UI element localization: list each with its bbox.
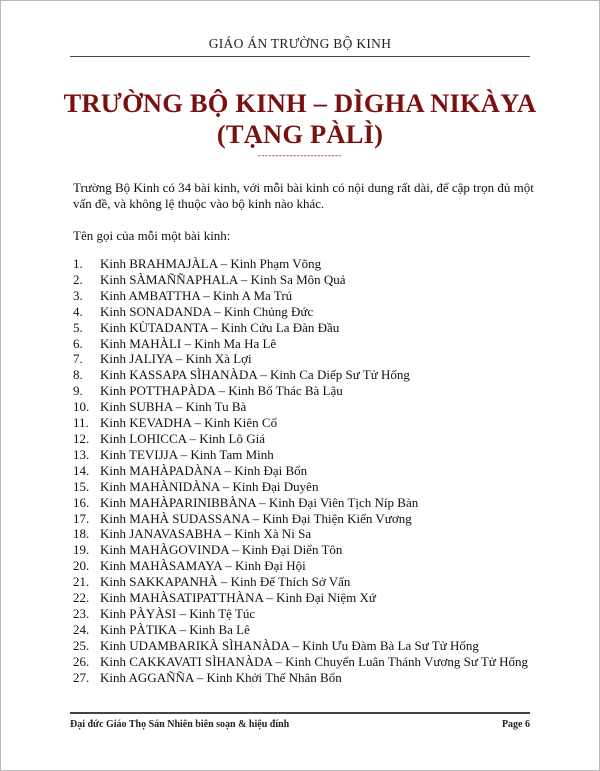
list-item-text: Kinh MAHÀSATIPATTHÀNA – Kinh Đại Niệm Xứ (100, 590, 376, 606)
list-item (73, 622, 540, 638)
title-line-1: TRƯỜNG BỘ KINH – DÌGHA NIKÀYA (63, 88, 537, 118)
title-separator: ------------------------ (258, 150, 342, 160)
list-item-text: Kinh PÀTIKA – Kinh Ba Lê (100, 621, 250, 637)
list-item (73, 463, 540, 479)
list-item-number: 16. (73, 494, 90, 510)
list-item-text: Kinh SONADANDA – Kinh Chủng Đức (100, 303, 314, 319)
list-item-text: Kinh PÀYÀSI – Kinh Tệ Túc (100, 605, 256, 621)
list-item (73, 320, 540, 336)
list-item (73, 367, 540, 383)
list-item (73, 511, 540, 527)
running-header: GIÁO ÁN TRƯỜNG BỘ KINH (208, 36, 392, 51)
list-item (73, 479, 540, 495)
list-item-number: 23. (73, 605, 90, 621)
list-item (73, 351, 540, 367)
list-item (73, 272, 540, 288)
list-item (73, 526, 540, 542)
list-item (73, 590, 540, 606)
list-item-text: Kinh MAHÀSAMAYA – Kinh Đại Hội (100, 558, 306, 574)
list-item-number: 11. (73, 415, 89, 431)
list-item-text: Kinh MAHÀPARINIBBÀNA – Kinh Đại Viên Tịch Níp Bàn (100, 494, 419, 510)
list-item-number: 3. (73, 287, 83, 303)
list-item-text: Kinh KASSAPA SÌHANÀDA – Kinh Ca Diếp Sư Tử Hống (100, 367, 410, 383)
list-item (73, 574, 540, 590)
list-item-number: 12. (73, 430, 90, 446)
list-item-text: Kinh SAKKAPANHÀ – Kinh Đế Thích Sở Vấn (100, 574, 351, 590)
list-item (73, 336, 540, 352)
list-item-text: Kinh SUBHA – Kinh Tu Bà (100, 399, 247, 415)
list-item-text: Kinh AMBATTHA – Kinh A Ma Trú (100, 287, 293, 303)
list-item-text: Kinh SÀMAÑÑAPHALA – Kinh Sa Môn Quả (100, 271, 346, 287)
list-item-text: Kinh JANAVASABHA – Kinh Xà Ni Sa (100, 526, 312, 542)
list-item-number: 22. (73, 590, 90, 606)
list-item-number: 17. (73, 510, 90, 526)
list-item-number: 26. (73, 653, 90, 669)
list-item-number: 9. (73, 383, 83, 399)
list-item-number: 14. (73, 462, 90, 478)
list-item-number: 6. (73, 335, 83, 351)
list-item-number: 24. (73, 621, 90, 637)
list-item-number: 21. (73, 574, 90, 590)
list-item-number: 20. (73, 558, 90, 574)
footer-rule (70, 712, 530, 714)
list-item (73, 558, 540, 574)
list-item (73, 638, 540, 654)
list-item (73, 288, 540, 304)
list-item (73, 304, 540, 320)
list-item-text: Kinh AGGAÑÑA – Kinh Khởi Thế Nhân Bổn (100, 669, 342, 685)
list-item-text: Kinh JALIYA – Kinh Xà Lợi (100, 351, 252, 367)
list-item (73, 447, 540, 463)
list-item-text: Kinh POTTHAPÀDA – Kinh Bố Thác Bà Lậu (100, 383, 343, 399)
footer-credit: Đại đức Giáo Thọ Sán Nhiên biên soạn & hiệu đính (70, 719, 290, 730)
list-item (73, 606, 540, 622)
list-heading: Tên gọi của mỗi một bài kinh: (73, 228, 231, 243)
list-item-text: Kinh LOHICCA – Kinh Lô Giá (100, 430, 266, 446)
list-item-text: Kinh MAHÀ SUDASSANA – Kinh Đại Thiện Kiến Vương (100, 510, 412, 526)
title-line-2: (TẠNG PÀLÌ) (216, 119, 384, 149)
page-title (40, 88, 560, 150)
list-item-number: 27. (73, 669, 90, 685)
list-item-text: Kinh BRAHMAJÀLA – Kinh Phạm Võng (100, 256, 322, 271)
list-item-number: 18. (73, 526, 90, 542)
list-item (73, 399, 540, 415)
list-item-number: 5. (73, 319, 83, 335)
sutra-list (73, 256, 540, 685)
list-item (73, 256, 540, 272)
list-item-number: 10. (73, 399, 90, 415)
list-item (73, 431, 540, 447)
list-item-text: Kinh KEVADHA – Kinh Kiên Cố (100, 415, 278, 431)
header-rule (70, 56, 530, 57)
list-item (73, 495, 540, 511)
list-item (73, 542, 540, 558)
list-item-text: Kinh KÙTADANTA – Kinh Cứu La Đàn Đầu (100, 319, 340, 335)
list-item-text: Kinh MAHÀGOVINDA – Kinh Đại Diển Tôn (100, 542, 343, 558)
list-item-text: Kinh UDAMBARIKÀ SÌHANÀDA – Kinh Ưu Đàm Bà La Sư Tử Hống (100, 637, 479, 653)
page-number: Page 6 (501, 719, 530, 730)
list-item-number: 7. (73, 351, 83, 367)
list-item-text: Kinh TEVIJJA – Kinh Tam Minh (100, 446, 274, 462)
list-item-text: Kinh MAHÀNIDÀNA – Kinh Đại Duyên (100, 478, 319, 494)
list-item-text: Kinh CAKKAVATI SÌHANÀDA – Kinh Chuyển Luân Thánh Vương Sư Tử Hống (100, 653, 529, 669)
list-item-number: 8. (73, 367, 83, 383)
list-item-number: 13. (73, 446, 90, 462)
list-item (73, 415, 540, 431)
list-item-number: 4. (73, 303, 83, 319)
intro-paragraph: Trường Bộ Kinh có 34 bài kinh, với mỗi bài kinh có nội dung rất dài, để cập trọn đủ một vấn đề, và không lệ thuộc vào bộ kinh nào khác. (73, 180, 534, 211)
list-item-number: 15. (73, 478, 90, 494)
list-item-number: 25. (73, 637, 90, 653)
list-item-number: 19. (73, 542, 90, 558)
list-item-number: 1. (73, 256, 83, 271)
list-item-number: 2. (73, 271, 83, 287)
list-item (73, 654, 540, 670)
list-item-text: Kinh MAHÀPADÀNA – Kinh Đại Bổn (100, 462, 308, 478)
list-item (73, 383, 540, 399)
list-item-text: Kinh MAHÀLI – Kinh Ma Ha Lê (100, 335, 277, 351)
list-item (73, 670, 540, 686)
